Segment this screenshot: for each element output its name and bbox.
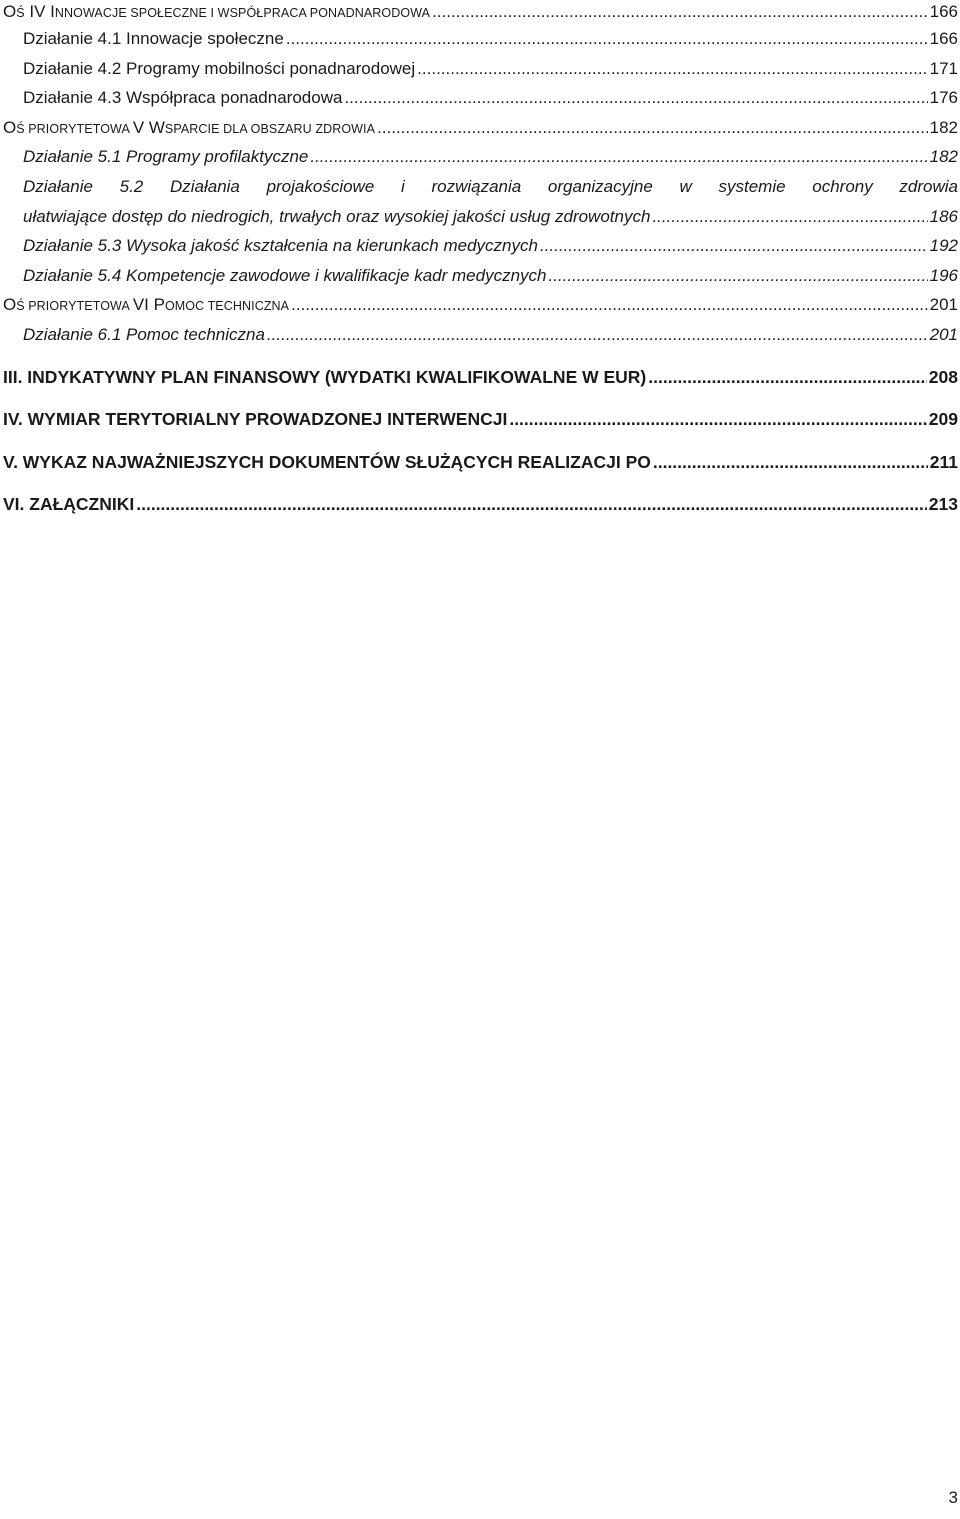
- toc-page-number: 208: [928, 367, 958, 387]
- toc-leader-dots: [417, 57, 927, 81]
- toc-entry-action-5-1[interactable]: [3, 145, 958, 169]
- toc-page-number: 209: [928, 409, 958, 429]
- toc-page-number: 201: [929, 325, 958, 344]
- toc-entry-action-6-1[interactable]: [3, 323, 958, 347]
- toc-page-number: 182: [929, 147, 958, 166]
- toc-entry-title: Działanie 4.1 Innowacje społeczne: [23, 29, 284, 48]
- toc-leader-dots: [653, 450, 928, 474]
- toc-entry-title-line1: Działanie 5.2 Działania projakościowe i rozwiązania organizacyjne w systemie ochrony zdrowia: [23, 177, 958, 196]
- toc-entry-title: V. WYKAZ NAJWAŻNIEJSZYCH DOKUMENTÓW SŁUŻĄCYCH REALIZACJI PO: [3, 452, 651, 472]
- toc-page-number: 176: [929, 88, 958, 107]
- toc-entry-action-5-4[interactable]: [3, 264, 958, 288]
- toc-leader-dots: [652, 205, 927, 229]
- toc-leader-dots: [548, 264, 927, 288]
- toc-page-number: 201: [929, 295, 958, 314]
- toc-leader-dots: [377, 116, 928, 140]
- toc-entry-title: VI. ZAŁĄCZNIKI: [3, 494, 135, 514]
- toc-leader-dots: [344, 86, 927, 110]
- toc-leader-dots: [648, 365, 927, 389]
- toc-entry-title: Działanie 4.2 Programy mobilności ponadnarodowej: [23, 59, 416, 78]
- toc-page-number: 182: [929, 118, 958, 137]
- toc-entry-title: Działanie 5.3 Wysoka jakość kształcenia na kierunkach medycznych: [23, 236, 538, 255]
- page-folio-number: 3: [948, 1488, 958, 1507]
- toc-entry-title: Działanie 5.4 Kompetencje zawodowe i kwalifikacje kadr medycznych: [23, 266, 547, 285]
- toc-entry-action-4-2[interactable]: [3, 57, 958, 81]
- toc-page-number: 166: [929, 29, 958, 48]
- toc-entry-title: OŚ PRIORYTETOWA VI POMOC TECHNICZNA: [3, 295, 290, 314]
- toc-leader-dots: [136, 492, 927, 516]
- toc-leader-dots: [509, 407, 926, 431]
- toc-leader-dots: [267, 323, 928, 347]
- toc-entry-title-line2: ułatwiające dostęp do niedrogich, trwałych oraz wysokiej jakości usług zdrowotnych: [23, 207, 651, 226]
- toc-leader-dots: [291, 293, 928, 317]
- toc-entry-action-5-2-cont[interactable]: [3, 205, 958, 229]
- toc-entry-title: Działanie 5.1 Programy profilaktyczne: [23, 147, 309, 166]
- toc-leader-dots: [310, 145, 927, 169]
- toc-leader-dots: [432, 0, 928, 24]
- toc-page-number: 213: [928, 494, 958, 514]
- toc-entry-axis-4[interactable]: [3, 0, 958, 25]
- toc-entry-section-5[interactable]: [3, 450, 958, 474]
- toc-page-number: 171: [929, 59, 958, 78]
- toc-entry-title: OŚ IV INNOWACJE SPOŁECZNE I WSPÓŁPRACA PONADNARODOWA: [3, 2, 431, 21]
- toc-page-number: 196: [929, 266, 958, 285]
- toc-page-number: 211: [929, 452, 958, 472]
- toc-entry-title: III. INDYKATYWNY PLAN FINANSOWY (WYDATKI KWALIFIKOWALNE W EUR): [3, 367, 647, 387]
- toc-entry-title: IV. WYMIAR TERYTORIALNY PROWADZONEJ INTERWENCJI: [3, 409, 508, 429]
- toc-entry-action-5-3[interactable]: [3, 234, 958, 258]
- toc-page-number: 186: [929, 207, 958, 226]
- toc-entry-action-4-1[interactable]: [3, 27, 958, 51]
- toc-entry-section-6[interactable]: [3, 492, 958, 516]
- toc-page-number: 166: [929, 2, 958, 21]
- toc-entry-section-4[interactable]: [3, 407, 958, 431]
- toc-page-number: 192: [929, 236, 958, 255]
- toc-leader-dots: [540, 234, 928, 258]
- toc-entry-axis-5[interactable]: [3, 116, 958, 141]
- toc-entry-title: OŚ PRIORYTETOWA V WSPARCIE DLA OBSZARU ZDROWIA: [3, 118, 376, 137]
- toc-entry-action-5-2[interactable]: [23, 172, 958, 202]
- toc-leader-dots: [286, 27, 928, 51]
- toc-entry-action-4-3[interactable]: [3, 86, 958, 110]
- toc-entry-title: Działanie 4.3 Współpraca ponadnarodowa: [23, 88, 343, 107]
- toc-entry-axis-6[interactable]: [3, 293, 958, 318]
- toc-entry-title: Działanie 6.1 Pomoc techniczna: [23, 325, 265, 344]
- toc-entry-section-3[interactable]: [3, 365, 958, 389]
